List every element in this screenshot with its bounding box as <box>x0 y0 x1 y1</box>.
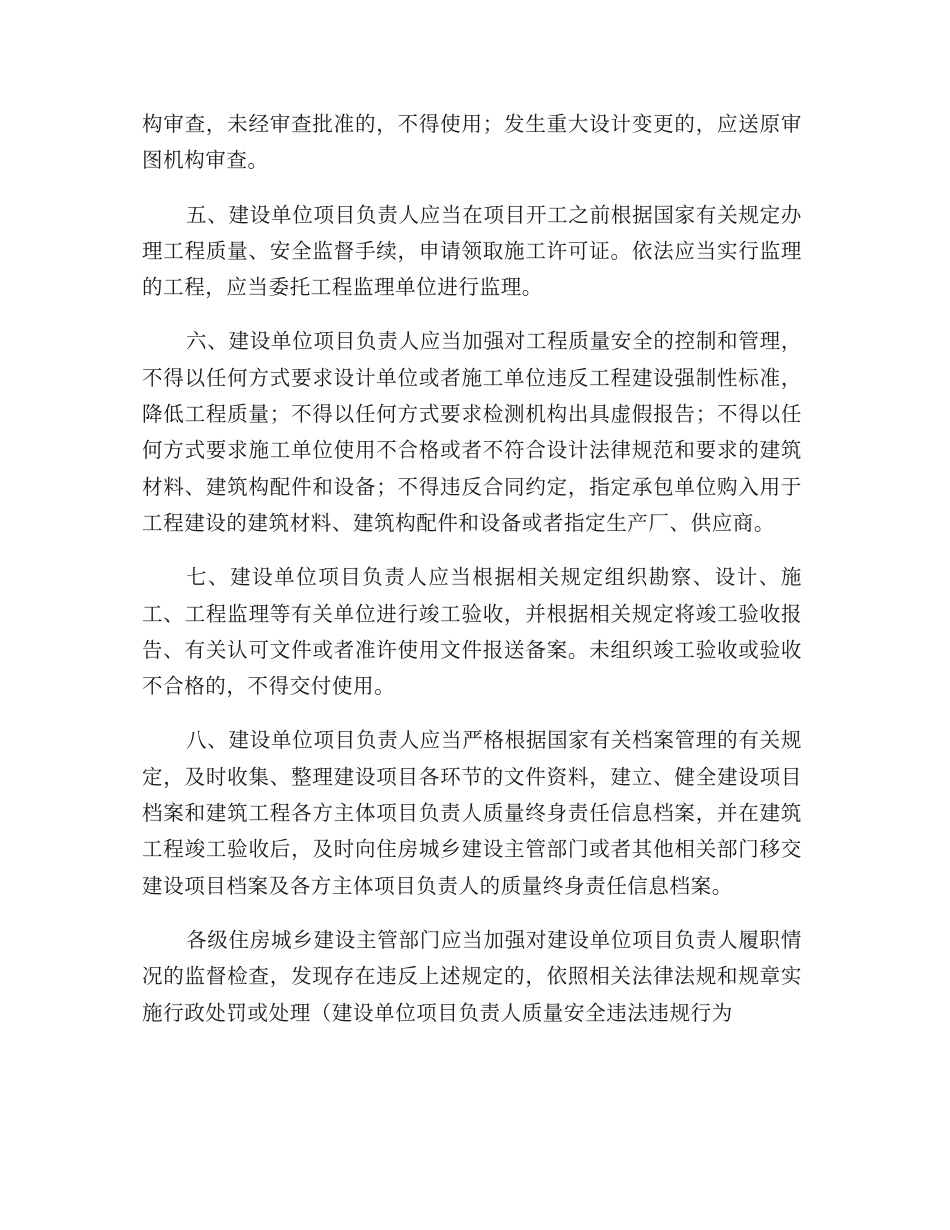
paragraph-item-7: 七、建设单位项目负责人应当根据相关规定组织勘察、设计、施工、工程监理等有关单位进行竣工验收，并根据相关规定将竣工验收报告、有关认可文件或者准许使用文件报送备案。未组织竣工验收或验收不合格的，不得交付使用。 <box>142 565 802 699</box>
paragraph-item-6: 六、建设单位项目负责人应当加强对工程质量安全的控制和管理，不得以任何方式要求设计单位或者施工单位违反工程建设强制性标准，降低工程质量；不得以任何方式要求检测机构出具虚假报告；不得以任何方式要求施工单位使用不合格或者不符合设计法律规范和要求的建筑材料、建筑构配件和设备；不得违反合同约定，指定承包单位购入用于工程建设的建筑材料、建筑构配件和设备或者指定生产厂、供应商。 <box>142 329 802 535</box>
paragraph-item-8: 八、建设单位项目负责人应当严格根据国家有关档案管理的有关规定，及时收集、整理建设项目各环节的文件资料，建立、健全建设项目档案和建筑工程各方主体项目负责人质量终身责任信息档案，并在建筑工程竣工验收后，及时向住房城乡建设主管部门或者其他相关部门移交建设项目档案及各方主体项目负责人的质量终身责任信息档案。 <box>142 728 802 898</box>
paragraph-supervision: 各级住房城乡建设主管部门应当加强对建设单位项目负责人履职情况的监督检查，发现存在违反上述规定的，依照相关法律法规和规章实施行政处罚或处理（建设单位项目负责人质量安全违法违规行为 <box>142 927 802 1025</box>
document-body <box>142 106 802 1049</box>
paragraph-item-5: 五、建设单位项目负责人应当在项目开工之前根据国家有关规定办理工程质量、安全监督手续，申请领取施工许可证。依法应当实行监理的工程，应当委托工程监理单位进行监理。 <box>142 202 802 300</box>
paragraph-continuation: 构审查，未经审查批准的，不得使用；发生重大设计变更的，应送原审图机构审查。 <box>142 112 802 173</box>
